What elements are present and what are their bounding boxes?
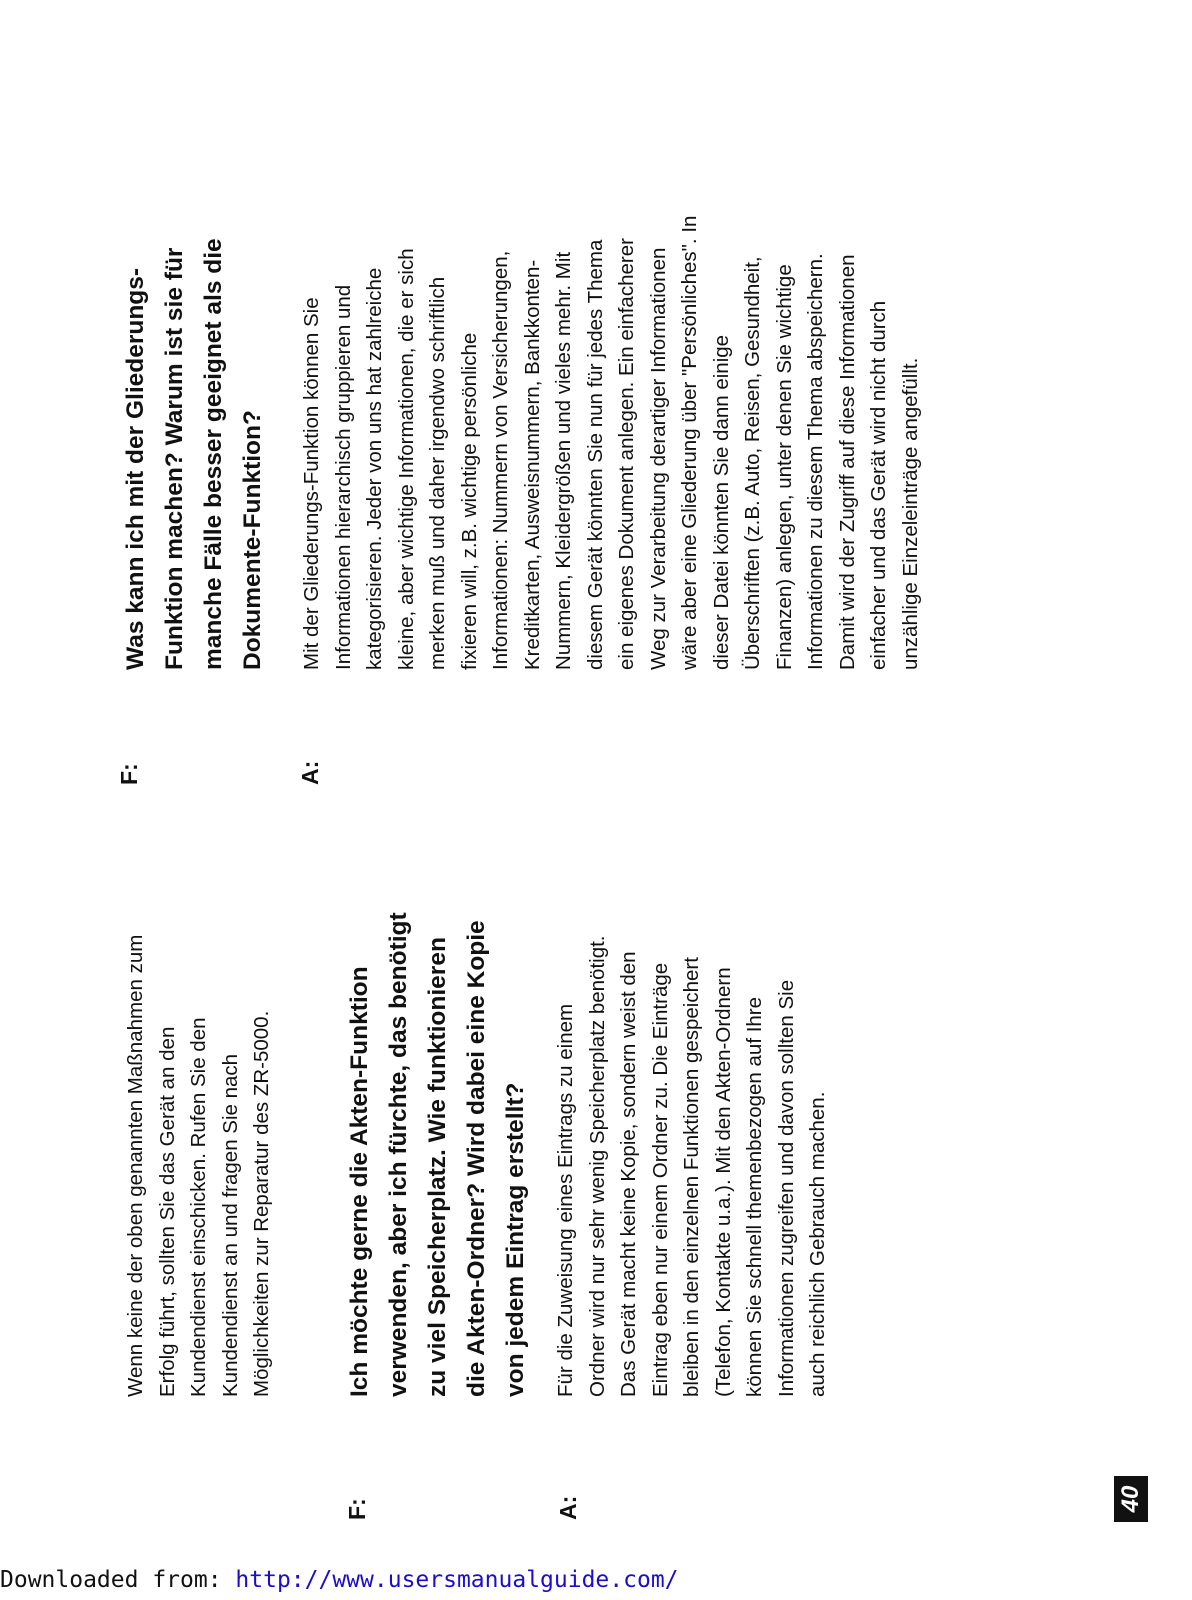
text-line: kategorisieren. Jeder von uns hat zahlreiche: [363, 267, 386, 670]
text-line: Möglichkeiten zur Reparatur des ZR-5000.: [250, 1010, 273, 1397]
heading-line: Was kann ich mit der Gliederungs-: [122, 267, 149, 670]
text-line: Kreditkarten, Ausweisnummern, Bankkonten-: [520, 259, 544, 670]
heading-line: Funktion machen? Warum ist sie für: [161, 247, 188, 670]
text-line: wäre aber eine Gliederung über "Persönliches". In: [678, 215, 701, 670]
text-line: Das Gerät macht keine Kopie, sondern weist den: [617, 951, 640, 1397]
text-line: Überschriften (z.B. Auto, Reisen, Gesundheit,: [741, 256, 764, 670]
text-line: Ordner wird nur sehr wenig Speicherplatz benötigt.: [585, 935, 609, 1397]
text-line: bleiben in den einzelnen Funktionen gespeichert: [680, 957, 703, 1397]
text-line: einfacher und das Gerät wird nicht durch: [867, 300, 890, 670]
text-line: dieser Datei könnten Sie dann einige: [709, 334, 733, 670]
text-line: Finanzen) anlegen, unter denen Sie wichtige: [772, 264, 796, 670]
answer-label: A:: [555, 1495, 581, 1520]
heading-line: zu viel Speicherplatz. Wie funktionieren: [424, 937, 451, 1397]
question-heading: [116, 238, 272, 670]
page-number: 40: [1114, 1476, 1148, 1522]
heading-line: manche Fälle besser geeignet als die: [200, 238, 227, 670]
heading-line: die Akten-Ordner? Wird dabei eine Kopie: [463, 920, 490, 1397]
answer-label: A:: [297, 760, 323, 785]
text-line: Für die Zuweisung eines Eintrags zu einem: [554, 1003, 577, 1397]
intro-paragraph: [120, 935, 278, 1397]
text-line: (Telefon, Kontakte u.a.). Mit den Akten-Ordnern: [711, 967, 735, 1397]
text-line: Informationen zugreifen und davon sollten Sie: [774, 979, 798, 1397]
text-line: Kundendienst einschicken. Rufen Sie den: [187, 1017, 210, 1397]
text-line: Informationen zu diesem Thema abspeichern.: [804, 253, 827, 670]
text-line: fixieren will, z.B. wichtige persönliche: [457, 332, 481, 670]
heading-line: Dokumente-Funktion?: [239, 410, 266, 670]
answer-paragraph: [296, 216, 926, 670]
text-line: diesem Gerät könnten Sie nun für jedes Thema: [583, 239, 607, 670]
text-line: Weg zur Verarbeitung derartiger Informationen: [646, 247, 670, 670]
text-line: kleine, aber wichtige Informationen, die er sich: [394, 248, 418, 670]
answer-paragraph: [550, 936, 834, 1398]
text-line: ein eigenes Dokument anlegen. Ein einfacherer: [615, 238, 638, 670]
text-line: Eintrag eben nur einem Ordner zu. Die Einträge: [648, 962, 672, 1397]
heading-line: verwenden, aber ich fürchte, das benötigt: [385, 912, 412, 1397]
footer-prefix: Downloaded from:: [0, 1567, 236, 1593]
text-line: merken muß und daher irgendwo schriftlich: [426, 276, 449, 670]
question-label: F:: [344, 1498, 370, 1520]
question-heading: [340, 912, 535, 1397]
text-line: Damit wird der Zugriff auf diese Informationen: [835, 254, 859, 670]
text-line: Mit der Gliederungs-Funktion können Sie: [300, 297, 323, 670]
text-line: können Sie schnell themenbezogen auf Ihre: [743, 996, 766, 1397]
text-line: Erfolg führt, sollten Sie das Gerät an den: [155, 1026, 179, 1397]
text-line: Nummern, Kleidergrößen und vieles mehr. Mit: [552, 251, 575, 670]
download-footer: [0, 1567, 1192, 1593]
heading-line: Ich möchte gerne die Akten-Funktion: [346, 966, 373, 1397]
heading-line: von jedem Eintrag erstellt?: [502, 1082, 529, 1397]
text-line: Informationen hierarchisch gruppieren und: [331, 284, 355, 670]
text-line: Informationen: Nummern von Versicherungen,: [489, 250, 512, 670]
text-line: unzählige Einzeleinträge angefüllt.: [898, 357, 922, 670]
text-line: Kundendienst an und fragen Sie nach: [218, 1053, 242, 1397]
source-link[interactable]: http://www.usersmanualguide.com/: [235, 1567, 679, 1593]
text-line: auch reichlich Gebrauch machen.: [806, 1091, 829, 1397]
text-line: Wenn keine der oben genannten Maßnahmen zum: [124, 934, 147, 1397]
question-label: F:: [116, 763, 142, 785]
